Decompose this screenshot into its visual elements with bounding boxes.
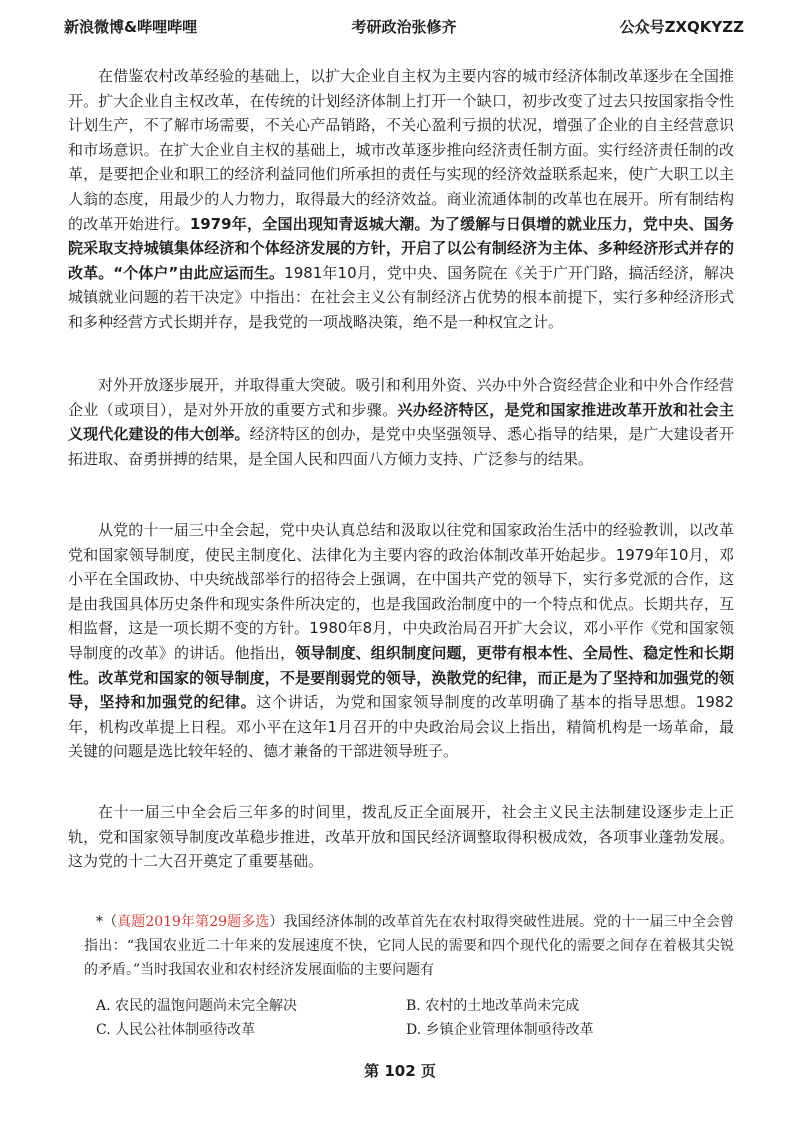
page-header [64, 16, 744, 42]
option-b: B. 农村的土地改革尚未完成 [406, 998, 580, 1014]
option-a: A. 农民的温饱问题尚未完全解决 [96, 998, 298, 1014]
question-source-tag: 真题2019年第29题多选 [117, 914, 270, 930]
option-c: C. 人民公社体制亟待改革 [96, 1022, 256, 1038]
header-wechat-account: 公众号ZXQKYZZ [619, 18, 744, 36]
text-run: 从党的十一届三中全会起，党中央认真总结和汲取以往党和国家政治生活中的经验教训，以改革党和国家领导制度，使民主制度化、法律化为主要内容的政治体制改革开始起步。1979年10月，邓小平在全国政协、中央统战部举行的招待会上强调，在中国共产党的领导下，实行多党派的合作，这是由我国具体历史条件和现实条件所决定的，也是我国政治制度中的一个特点和优点。长期共存，互相监督，这是一项长期不变的方针。1980年8月，中央政治局召开扩大会议，邓小平作《党和国家领导制度的改革》的讲话。他指出， [68, 521, 734, 662]
text-run: 在借鉴农村改革经验的基础上，以扩大企业自主权为主要内容的城市经济体制改革逐步在全国推开。扩大企业自主权改革，在传统的计划经济体制上打开一个缺口，初步改变了过去只按国家指令性计划生产，不了解市场需要，不关心产品销路，不关心盈利亏损的状况，增强了企业的自主经营意识和市场意识。在扩大企业自主权的基础上，城市改革逐步推向经济责任制方面。实行经济责任制的改革，是要把企业和职工的经济利益同他们所承担的责任与实现的经济效益联系起来，使广大职工以主人翁的态度，用最少的人力物力，取得最大的经济效益。商业流通体制的改革也在展开。所有制结构的改革开始进行。 [68, 67, 734, 233]
paragraph-opening-up [68, 373, 734, 471]
text-run: 在十一届三中全会后三年多的时间里，拨乱反正全面展开，社会主义民主法制建设逐步走上正轨，党和国家领导制度改革稳步推进，改革开放和国民经济调整取得积极成效，各项事业蓬勃发展。这为党的十二大召开奠定了重要基础。 [68, 803, 734, 871]
bold-run: 兴办经济特区，是党和国家推进改革开放和社会主义现代化建设的伟大创举。 [68, 400, 734, 444]
paragraph-political-reform [68, 518, 734, 764]
bold-run: 领导制度、组织制度问题，更带有根本性、全局性、稳定性和长期性。改革党和国家的领导制度，不是要削弱党的领导，涣散党的纪律，而正是为了坚持和加强党的领导，坚持和加强党的纪律。 [68, 643, 734, 712]
options-row [96, 994, 716, 1018]
text-run: 对外开放逐步展开，并取得重大突破。吸引和利用外资、兴办中外合资经营企业和中外合作经营企业（或项目），是对外开放的重要方式和步骤。 [68, 376, 734, 419]
answer-options [96, 994, 716, 1042]
question-prefix: *（ [96, 914, 118, 930]
header-social-accounts: 新浪微博&哔哩哔哩 [64, 18, 198, 36]
options-row [96, 1018, 716, 1042]
bold-run: 1979年，全国出现知青返城大潮。为了缓解与日俱增的就业压力，党中央、国务院采取支持城镇集体经济和个体经济发展的方针，开启了以公有制经济为主体、多种经济形式并存的改革。“个体户”由此应运而生。 [68, 214, 734, 282]
text-run: 1981年10月，党中央、国务院在《关于广开门路，搞活经济，解决城镇就业问题的若干决定》中指出：在社会主义公有制经济占优势的根本前提下，实行多种经济形式和多种经营方式长期并存，是我党的一项战略决策，绝不是一种权宜之计。 [68, 263, 735, 331]
exam-question [84, 910, 734, 982]
page-number: 第 102 页 [364, 1062, 436, 1080]
option-d: D. 乡镇企业管理体制亟待改革 [406, 1022, 594, 1038]
text-run: 这个讲话，为党和国家领导制度的改革明确了基本的指导思想。1982年，机构改革提上日程。邓小平在这年1月召开的中央政治局会议上指出，精简机构是一场革命，最关键的问题是选比较年轻的、德才兼备的干部进领导班子。 [68, 693, 734, 761]
header-author: 考研政治张修齐 [351, 18, 457, 36]
question-stem: ）我国经济体制的改革首先在农村取得突破性进展。党的十一届三中全会曾指出：“我国农业近二十年来的发展速度不快，它同人民的需要和四个现代化的需要之间存在着极其尖锐的矛盾。”当时我国农业和农村经济发展面临的主要问题有 [84, 914, 734, 978]
paragraph-urban-reform [68, 64, 734, 335]
paragraph-summary [68, 800, 734, 874]
text-run: 经济特区的创办，是党中央坚强领导、悉心指导的结果，是广大建设者开拓进取、奋勇拼搏的结果，是全国人民和四面八方倾力支持、广泛参与的结果。 [68, 425, 734, 468]
